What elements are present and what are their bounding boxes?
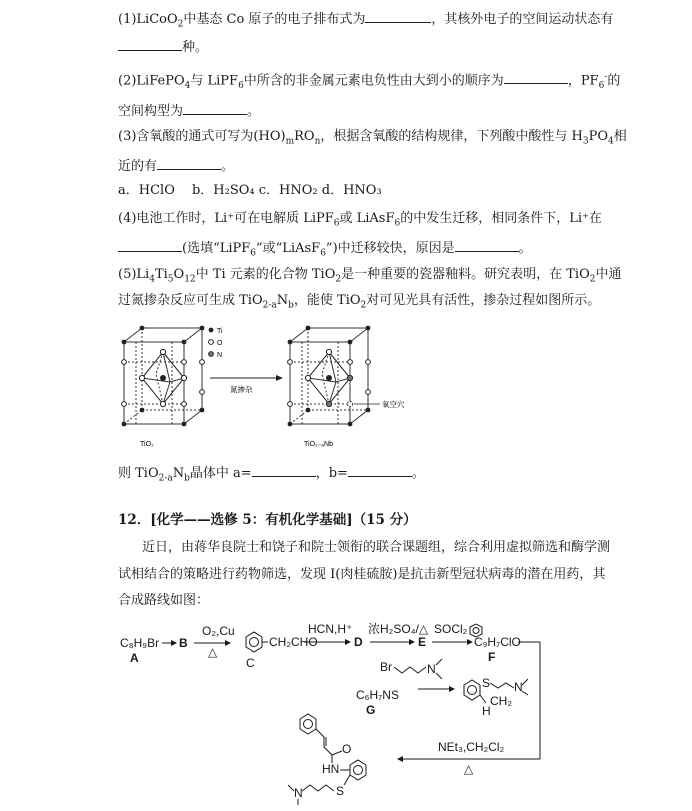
svg-text:△: △ — [208, 645, 218, 659]
answer-blank[interactable] — [252, 463, 316, 477]
q1-line1: (1)LiCoO$_2$中基态 Co 原子的电子排布式为 ，其核外电子的空间运动状态有 — [118, 9, 613, 34]
crystal-doping-figure — [118, 322, 418, 460]
answer-blank[interactable] — [118, 37, 182, 51]
left-cell-front — [124, 342, 184, 424]
crystal-figure-svg — [118, 322, 418, 460]
crystal-legend — [209, 328, 223, 359]
intermediate-h: H — [482, 704, 491, 718]
svg-text:N: N — [217, 352, 223, 359]
right-cell-front — [290, 342, 350, 424]
synthesis-svg — [118, 615, 558, 807]
q2-line2: 空间构型为 。 — [118, 101, 260, 121]
q5-line2: 过氮掺杂反应可生成 $TiO_{2-a}N_b$，能使 TiO$_2$对可见光具有活性，掺杂过程如图所示。 — [118, 293, 601, 311]
intermediate-s: S — [482, 676, 491, 690]
q3-options: a．HClO b．H₂SO₄ c．HNO₂ d．HNO₃ — [118, 183, 382, 198]
product-o: O — [342, 742, 352, 756]
intermediate-n: N — [514, 680, 523, 694]
q2-line1: (2)LiFePO$_4$与 LiPF$_6$中所含的非金属元素电负性由大到小的顺序为 ，$PF_6^-$的 — [118, 72, 621, 91]
compound-g-formula: C₆H₇NS — [356, 688, 399, 702]
bromo-reagent-br: Br — [380, 660, 392, 674]
condition-hcn: HCN,H⁺ — [308, 622, 353, 636]
product-aryl-ring — [350, 760, 366, 780]
answer-blank[interactable] — [118, 238, 182, 252]
answer-blank[interactable] — [455, 238, 519, 252]
compound-b-label: B — [179, 636, 188, 650]
bromo-reagent-n: N — [427, 662, 436, 676]
q4-line1: (4)电池工作时，Li⁺可在电解质 LiPF$_6$或 LiAsF$_6$的中发生迁移，相同条件下，Li⁺在 — [118, 211, 602, 229]
condition-net3: NEt₃,CH₂Cl₂ — [438, 740, 505, 754]
compound-c-group: CH₂CHO — [269, 635, 318, 649]
right-cell-caption: TiO₂₋ₐNb — [304, 441, 333, 448]
q12-intro-line2: 试相结合的策略进行药物筛选，发现 I(肉桂硫胺)是抗击新型冠状病毒的潜在用药，其 — [118, 567, 606, 582]
doping-label: 氮掺杂 — [230, 385, 253, 394]
q3-line2: 近的有 。 — [118, 156, 234, 176]
compound-a-label: A — [130, 651, 139, 665]
answer-blank[interactable] — [183, 101, 247, 115]
q4-line2: (选填“LiPF$_6$”或“LiAsF$_6$”)中迁移较快，原因是 。 — [118, 238, 532, 263]
svg-text:△: △ — [464, 762, 474, 776]
compound-c-label: C — [246, 656, 255, 670]
answer-blank[interactable] — [348, 463, 412, 477]
condition-o2-cu: O₂,Cu — [202, 624, 235, 638]
answer-blank[interactable] — [504, 70, 568, 84]
product-phenyl-ring — [300, 714, 316, 734]
synthesis-route — [118, 615, 558, 807]
q5-answer-line: 则 $TiO_{2-a}N_b$晶体中 a= ，b= 。 — [118, 463, 425, 488]
product-s: S — [336, 784, 345, 798]
q12-intro-line3: 合成路线如图： — [118, 593, 210, 608]
compound-g-label: G — [366, 703, 376, 717]
condition-h2so4: 浓H₂SO₄/△ — [368, 622, 429, 636]
svg-text:O: O — [217, 340, 223, 347]
q12-title: 12．[化学——选修 5：有机化学基础]（15 分） — [118, 512, 417, 528]
compound-d-label: D — [354, 635, 363, 649]
oxygen-vacancy — [347, 401, 352, 406]
vacancy-label: 氧空穴 — [382, 400, 405, 409]
intermediate-ch2: CH₂ — [490, 694, 512, 708]
compound-f-label: F — [488, 650, 496, 664]
q12-intro-line1: 近日，由蒋华良院士和饶子和院士领衔的联合课题组，综合利用虚拟筛选和酶学测 — [142, 540, 611, 555]
condition-socl2: SOCl₂ — [434, 622, 468, 636]
answer-blank[interactable] — [157, 156, 221, 170]
compound-e-label: E — [418, 635, 427, 649]
product-n: N — [294, 786, 303, 800]
compound-f-formula: C₉H₇ClO — [474, 635, 521, 649]
svg-text:Ti: Ti — [217, 328, 223, 335]
q5-line1: $(5)Li_4Ti_5O_{12}$中 Ti 元素的化合物 TiO$_2$是一种重要的瓷器釉料。研究表明，在 TiO$_2$中通 — [118, 267, 622, 285]
product-hn: HN — [322, 762, 340, 776]
q3-line1: (3)含氧酸的通式可写为$(HO)_mRO_n$，根据含氧酸的结构规律，下列酸中酸性与 $H_3PO_4$相 — [118, 129, 627, 147]
answer-blank[interactable] — [365, 9, 431, 23]
q1-line2: 种。 — [118, 37, 208, 57]
left-cell-caption: TiO₂ — [140, 441, 154, 448]
compound-a-formula: C₈H₉Br — [120, 636, 160, 650]
